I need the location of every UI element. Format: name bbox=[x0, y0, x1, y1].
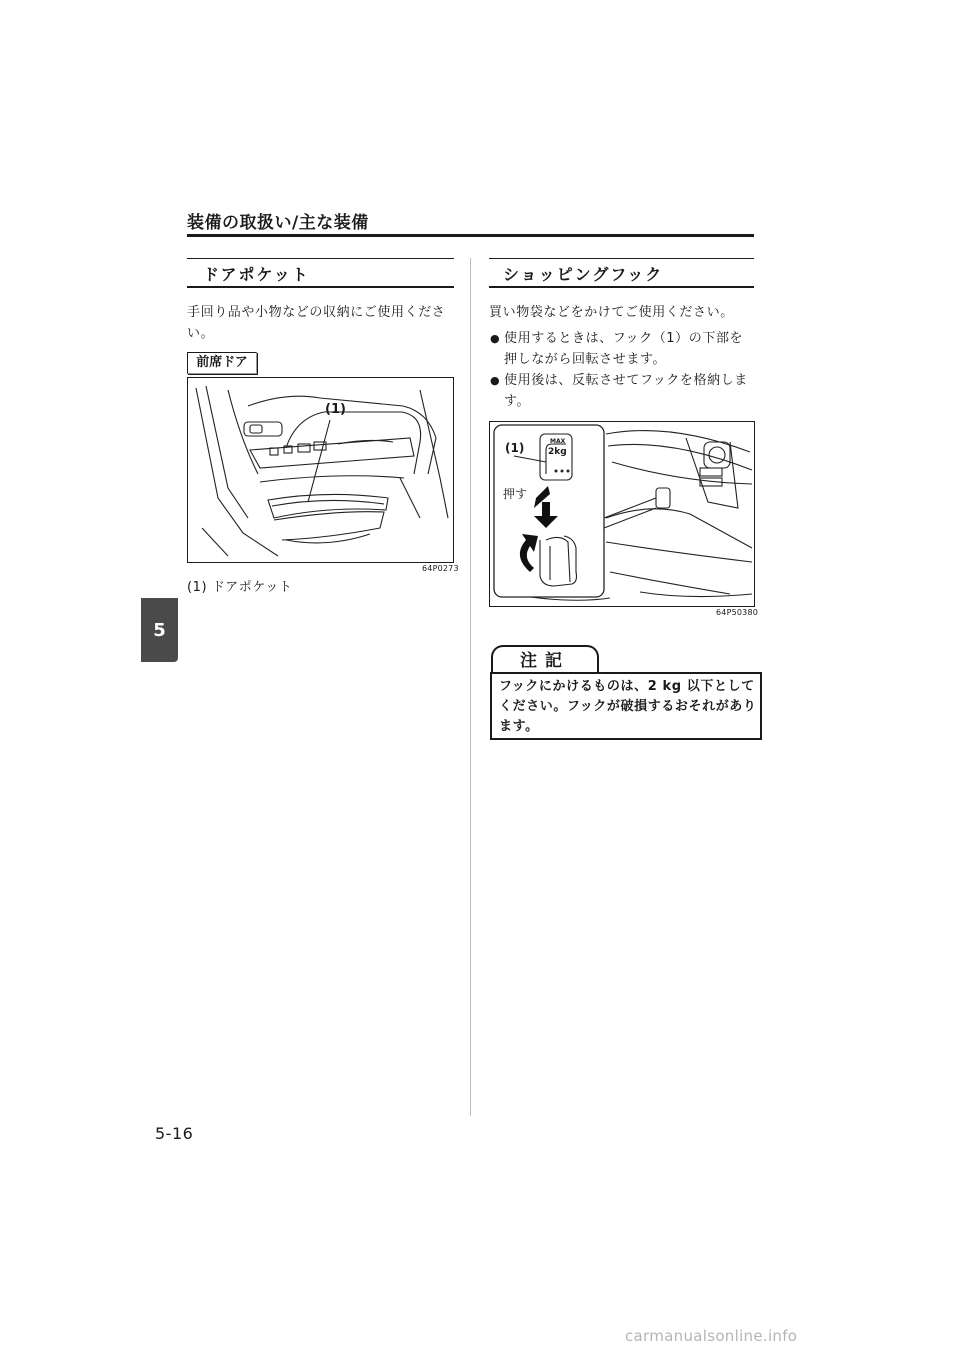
figure-caption: (1) ドアポケット bbox=[187, 580, 293, 595]
front-door-tag: 前席ドア bbox=[187, 352, 257, 374]
section-rule-top bbox=[489, 258, 754, 259]
figure-callout-1: (1) bbox=[325, 402, 346, 417]
list-item bbox=[490, 370, 756, 412]
section-rule-top bbox=[187, 258, 454, 259]
section-title-shopping-hook: ショッピングフック bbox=[503, 265, 664, 284]
push-label: 押す bbox=[503, 487, 528, 501]
column-divider bbox=[470, 258, 471, 1116]
shopping-hook-figure bbox=[489, 421, 755, 607]
door-pocket-figure bbox=[187, 377, 454, 563]
bullet-icon: ● bbox=[490, 374, 501, 387]
list-item-text: 使用後は、反転させてフックを格納します。 bbox=[504, 373, 748, 409]
page-number: 5-16 bbox=[155, 1124, 194, 1143]
door-panel-illustration bbox=[188, 378, 453, 562]
hook-max-label: MAX bbox=[550, 438, 566, 445]
chapter-tab[interactable]: 5 bbox=[141, 598, 178, 662]
hook-weight-label: 2kg bbox=[548, 447, 567, 457]
note-heading: 注記 bbox=[491, 645, 599, 674]
figure-code: 64P0273 bbox=[422, 564, 459, 573]
running-header: 装備の取扱い/主な装備 bbox=[187, 213, 369, 233]
header-rule bbox=[187, 234, 754, 237]
bullet-icon: ● bbox=[490, 332, 501, 345]
section-title-door-pocket: ドアポケット bbox=[203, 265, 310, 284]
figure-callout-1: (1) bbox=[505, 441, 525, 455]
watermark-link[interactable]: carmanualsonline.info bbox=[625, 1327, 798, 1345]
note-box: フックにかけるものは、2 kg 以下としてください。フックが破損するおそれがあります。 bbox=[490, 672, 762, 740]
section-rule-bottom bbox=[489, 286, 754, 288]
dashboard-hook-illustration bbox=[490, 422, 754, 606]
shopping-hook-description: 買い物袋などをかけてご使用ください。 bbox=[489, 305, 734, 320]
list-item bbox=[490, 328, 756, 370]
list-item-text: 使用するときは、フック（1）の下部を押しながら回転させます。 bbox=[504, 331, 744, 367]
door-pocket-description: 手回り品や小物などの収納にご使用ください。 bbox=[187, 305, 446, 341]
callout-leader-line bbox=[308, 420, 330, 502]
figure-code: 64P50380 bbox=[716, 608, 759, 617]
usage-instructions-list bbox=[490, 328, 756, 412]
section-rule-bottom bbox=[187, 286, 454, 288]
